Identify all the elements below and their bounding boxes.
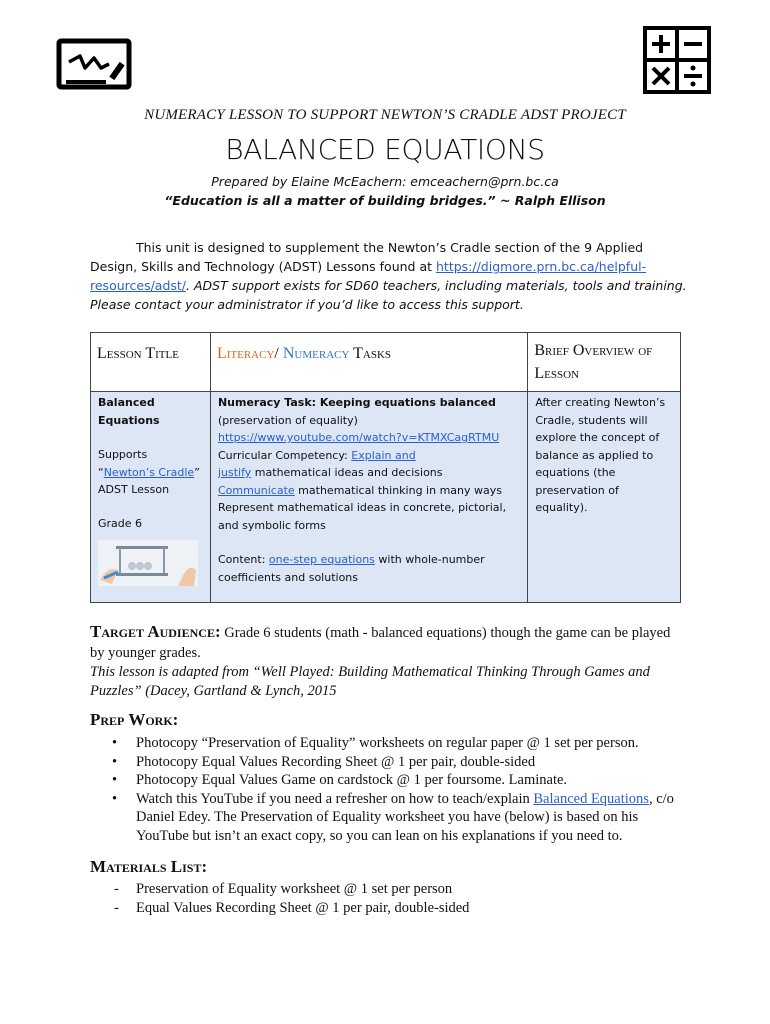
intro-support-text: . ADST support exists for SD60 teachers, including materials, tools and training. Please contact your administrator if you’d like to access this support. [90,278,687,312]
list-item: • Watch this YouTube if you need a refresher on how to teach/explain Balanced Equations, c/o Daniel Edey. The Preservation of Equality worksheet you have (below) is based on his YouTube but isn’t an exact copy, so you can lean on his explanations if you need to. [108,790,688,846]
one-step-equations-link[interactable]: one-step equations [268,553,375,566]
lesson-title-cell: Balanced Equations Supports “Newton’s Cradle” ADST Lesson Grade 6 [91,392,211,603]
adapted-from-text: This lesson is adapted from “Well Played: Building Mathematical Thinking Through Games and Puzzles” (Dacey, Gartland & Lynch, 2015 [90,664,650,699]
chalkboard-logo-icon [56,38,134,90]
quote-line: “Education is all a matter of building bridges.” ~ Ralph Ellison [164,193,606,208]
overview-cell: After creating Newton’s Cradle, students will explore the concept of balance as applied to equations (the preservation of equality). [528,392,681,603]
author-line: Prepared by Elaine McEachern: emceachern@prn.bc.ca [211,174,559,189]
col-header-tasks: Literacy/ Numeracy Tasks [210,333,527,392]
intro-text: This unit is designed to supplement the Newton’s Cradle section of the 9 Applied Design, Skills and Technology (ADST) Lessons found at [90,240,644,274]
list-item: • Photocopy “Preservation of Equality” worksheets on regular paper @ 1 set per person. [108,734,688,753]
balanced-equations-link[interactable]: Balanced Equations [533,790,649,807]
target-audience-text: Grade 6 students (math - balanced equations) though the game can be played by younger grades. [90,625,671,661]
prep-work-heading: Prep Work: [90,710,179,729]
prep-work-list [108,734,688,845]
newtons-cradle-link[interactable]: Newton’s Cradle [103,465,195,479]
materials-heading: Materials List: [90,857,208,876]
intro-paragraph [90,238,690,314]
adst-resources-link[interactable]: https://digmore.prn.bc.ca/helpful-resources/adst/ [90,259,647,293]
list-item: • Photocopy Equal Values Recording Sheet @ 1 per pair, double-sided [108,753,688,772]
col-header-overview: Brief Overview of Lesson [528,333,681,392]
materials-list [108,880,688,917]
list-item: - Equal Values Recording Sheet @ 1 per pair, double-sided [108,899,688,918]
page-subtitle: NUMERACY LESSON TO SUPPORT NEWTON’S CRADLE ADST PROJECT [144,107,626,123]
communicate-link[interactable]: Communicate [217,483,295,497]
col-header-lesson-title: Lesson Title [91,333,211,392]
target-audience-section [90,622,680,701]
justify-link[interactable]: justify [217,466,252,479]
lesson-table [90,332,681,603]
numeracy-label: Numeracy [282,345,350,362]
youtube-link[interactable]: https://www.youtube.com/watch?v=KTMXCagRTMU [217,431,500,444]
list-item: • Photocopy Equal Values Game on cardstock @ 1 per foursome. Laminate. [108,771,688,790]
page-title: BALANCED EQUATIONS [225,133,545,166]
newtons-cradle-photo [98,540,198,586]
tasks-cell: Numeracy Task: Keeping equations balanced (preservation of equality) https://www.youtube.com/watch?v=KTMXCagRTMU Curricular Competency: Explain and justify mathematical ideas and decisions Communicate mathematical thinking in many ways Represent mathematical ideas in concrete, pictorial, and symbolic forms Content: one-step equations with whole-number coefficients and solutions [210,392,527,603]
calculator-logo-icon [641,24,713,96]
literacy-label: Literacy [216,345,275,362]
target-audience-heading: Target Audience: [90,622,221,641]
list-item: - Preservation of Equality worksheet @ 1 set per person [108,880,688,899]
explain-and-link[interactable]: Explain and [351,448,416,462]
